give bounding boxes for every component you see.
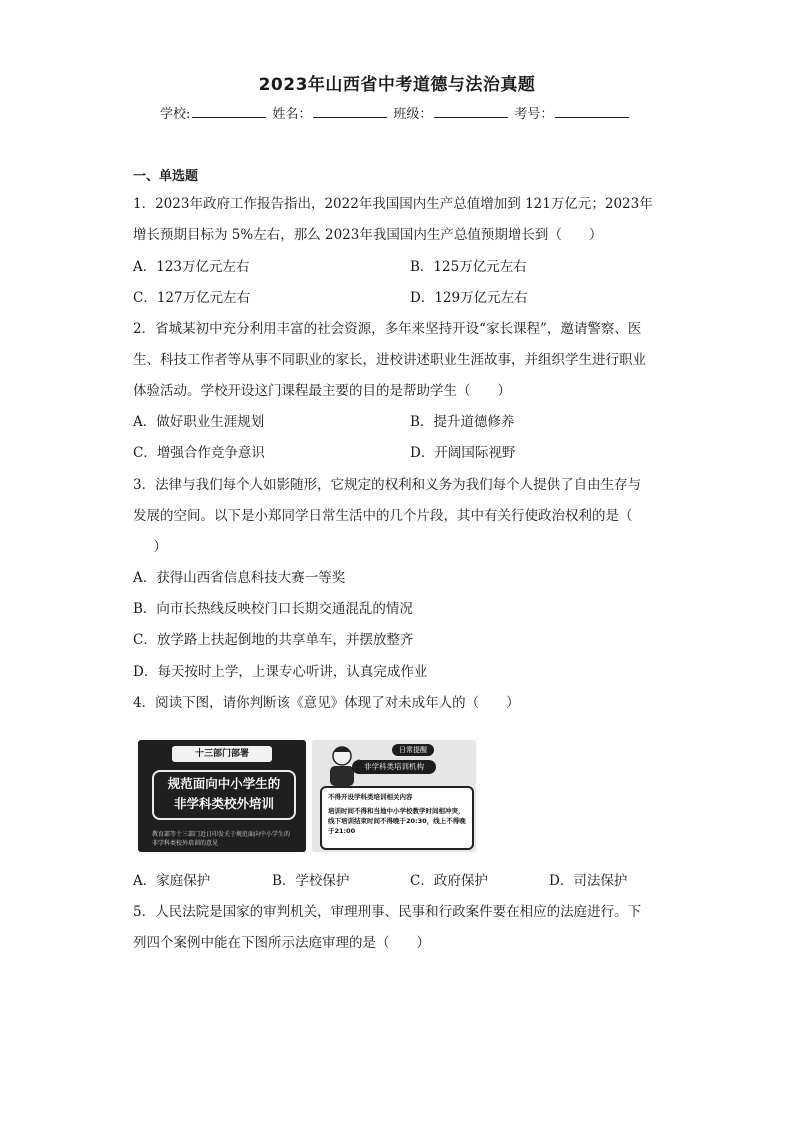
question-2-option-d[interactable]: D．开阔国际视野 (410, 445, 516, 461)
school-label: 学校: (160, 107, 191, 122)
question-4-option-c[interactable]: C．政府保护 (410, 873, 488, 889)
school-field[interactable] (160, 103, 266, 122)
figure-right-panel (312, 740, 476, 852)
figure-tag: 日常提醒 (392, 744, 434, 756)
class-field[interactable] (393, 103, 508, 122)
figure-notice-card (320, 786, 474, 850)
school-blank[interactable] (192, 103, 266, 118)
question-5-line-2: 列四个案例中能在下图所示法庭审理的是（ ） (133, 935, 430, 951)
figure-banner: 非学科类培训机构 (352, 760, 436, 774)
question-3-line-3: ） (140, 539, 167, 555)
question-1-option-d[interactable]: D．129万亿元左右 (410, 290, 528, 306)
question-2-line-3: 体验活动。学校开设这门课程最主要的目的是帮助学生（ ） (133, 383, 511, 399)
question-3-option-a[interactable]: A．获得山西省信息科技大赛一等奖 (133, 570, 346, 586)
question-5-line-1: 5．人民法院是国家的审判机关，审理刑事、民事和行政案件要在相应的法庭进行。下 (133, 904, 642, 920)
question-1-option-a[interactable]: A．123万亿元左右 (133, 259, 250, 275)
exam-number-label: 考号： (514, 107, 554, 122)
question-3-option-b[interactable]: B．向市长热线反映校门口长期交通混乱的情况 (133, 601, 413, 617)
question-2-option-b[interactable]: B．提升道德修养 (410, 414, 515, 430)
question-2-line-1: 2．省城某初中充分利用丰富的社会资源，多年来坚持开设“家长课程”，邀请警察、医 (133, 321, 642, 337)
question-4-line-1: 4．阅读下图，请你判断该《意见》体现了对未成年人的（ ） (133, 695, 520, 711)
class-blank[interactable] (434, 103, 508, 118)
figure-subtext: 教育部等十三部门近日印发关于规范面向中小学生的非学科类校外培训的意见 (152, 831, 291, 847)
question-1-line-1: 1．2023年政府工作报告指出，2022年我国国内生产总值增加到 121万亿元；2023年 (133, 196, 653, 212)
class-label: 班级： (393, 107, 433, 122)
name-blank[interactable] (313, 103, 387, 118)
figure-main-line-1: 规范面向中小学生的 (167, 776, 281, 791)
section-title: 一、单选题 (133, 169, 199, 184)
question-2-option-c[interactable]: C．增强合作竞争意识 (133, 445, 265, 461)
figure-card-title: 不得开设学科类培训相关内容 (328, 793, 413, 801)
question-1-option-c[interactable]: C．127万亿元左右 (133, 290, 251, 306)
student-info-row (160, 103, 635, 122)
figure-main-text (152, 770, 296, 820)
figure-card-text: 培训时间不得和当地中小学校教学时间相冲突，线下培训结束时间不得晚于20:30，线上不得晚于21:00 (328, 807, 466, 835)
question-4-option-d[interactable]: D．司法保护 (549, 873, 628, 889)
exam-number-blank[interactable] (555, 103, 629, 118)
question-3-option-d[interactable]: D．每天按时上学，上课专心听讲，认真完成作业 (133, 664, 428, 680)
question-1-line-2: 增长预期目标为 5%左右，那么 2023年我国国内生产总值预期增长到（ ） (133, 227, 603, 243)
question-2-line-2: 生、科技工作者等从事不同职业的家长，进校讲述职业生涯故事，并组织学生进行职业 (133, 352, 646, 368)
question-3-line-1: 3．法律与我们每个人如影随形，它规定的权利和义务为我们每个人提供了自由生存与 (133, 477, 642, 493)
question-3-option-c[interactable]: C．放学路上扶起倒地的共享单车，并摆放整齐 (133, 632, 414, 648)
exam-number-field[interactable] (514, 103, 629, 122)
question-4-option-b[interactable]: B．学校保护 (272, 873, 350, 889)
question-4-figure (136, 738, 478, 854)
question-1-option-b[interactable]: B．125万亿元左右 (410, 259, 527, 275)
question-4-option-a[interactable]: A．家庭保护 (133, 873, 211, 889)
figure-main-line-2: 非学科类校外培训 (173, 796, 274, 811)
page-title: 2023年山西省中考道德与法治真题 (258, 75, 536, 95)
figure-badge: 十三部门部署 (172, 746, 272, 762)
figure-left-panel (138, 740, 306, 852)
name-field[interactable] (272, 103, 387, 122)
question-2-option-a[interactable]: A．做好职业生涯规划 (133, 414, 265, 430)
name-label: 姓名： (272, 107, 312, 122)
question-3-line-2: 发展的空间。以下是小郑同学日常生活中的几个片段，其中有关行使政治权利的是（ (133, 508, 633, 524)
